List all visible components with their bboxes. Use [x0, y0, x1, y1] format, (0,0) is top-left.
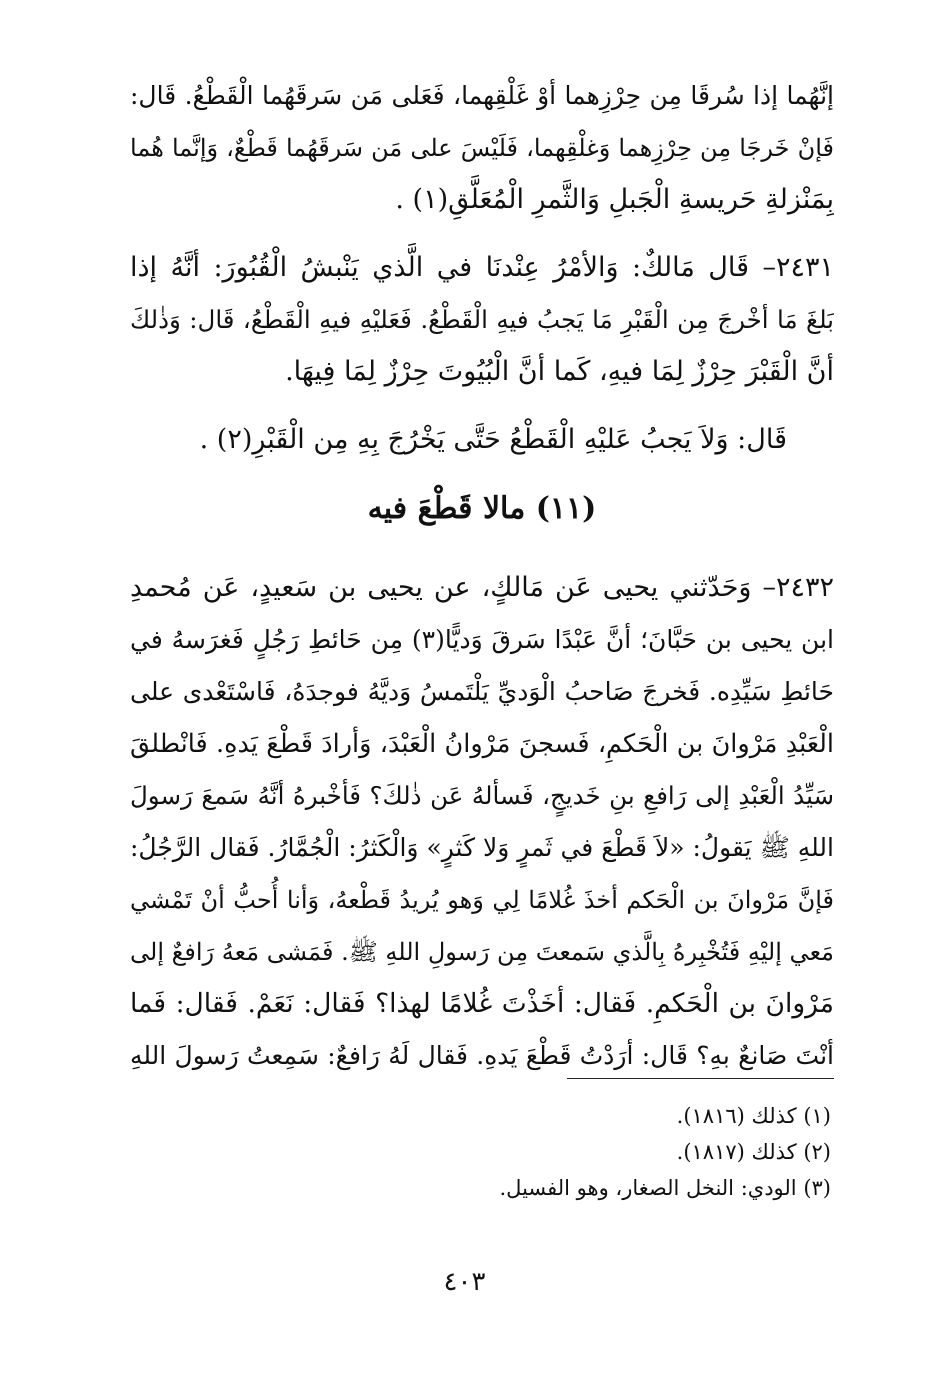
text-line: أنَّ الْقَبْرَ حِرْزٌ لِمَا فيهِ، كَما أنَّ الْبُيُوتَ حِرْزٌ لِمَا فِيهَا. [285, 356, 834, 387]
text-line: إنَّهُما إذا سُرقَا مِن حِرْزِهما أوْ غَلْقِهما، فَعَلى مَن سَرقَهُما الْقَطْعُ. قَال: [130, 81, 834, 110]
text-line: سَيِّدُ الْعَبْدِ إلى رَافعِ بنِ خَديجٍ، فَسألهُ عَن ذٰلكَ؟ فَأخْبرهُ أنَّهُ سَمعَ رَسولَ [130, 781, 834, 810]
footnote-divider [567, 1078, 834, 1079]
footnotes [130, 1098, 831, 1206]
text-line: الْعَبْدِ مَرْوانَ بن الْحَكمِ، فَسجنَ مَرْوانُ الْعَبْدَ، وَأرادَ قَطْعَ يَدهِ. فَانْطلقَ [130, 729, 834, 759]
text-line: فَإنَّ مَرْوانَ بن الْحَكم أخذَ غُلامًا لِي وَهو يُريدُ قَطْعهُ، وَأنا أُحبُّ أنْ تَمْشي [130, 886, 834, 914]
text-line: ٢٤٣١– قَال مَالكٌ: وَالأمْرُ عِنْدنَا في الَّذي يَنْبشُ الْقُبُورَ: أنَّهُ إذا [130, 252, 834, 283]
footnote-2: (٢) كذلك (١٨١٧). [676, 1140, 831, 1164]
footnote-1: (١) كذلك (١٨١٦). [676, 1104, 831, 1128]
text-line: حَائطِ سَيِّدِه. فَخرجَ صَاحبُ الْوَديِّ يَلْتَمسُ وَديَّهُ فوجدَهُ، فَاسْتَعْدى على [130, 677, 834, 706]
footnote-3: (٣) الودي: النخل الصغار، وهو الفسيل. [499, 1176, 831, 1200]
text-line: أنْتَ صَانعٌ بهِ؟ قَال: أرَدْتُ قَطْعَ يَدهِ. فَقال لَهُ رَافعٌ: سَمِعتُ رَسولَ اللهِ [130, 1041, 834, 1070]
page-number: ٤٠٣ [443, 1267, 486, 1297]
paragraph-2431 [130, 242, 834, 398]
text-line: ابن يحيى بن حَبَّانَ؛ أنَّ عَبْدًا سَرقَ وَديًّا(٣) مِن حَائطِ رَجُلٍ فَغرَسهُ في [130, 625, 834, 654]
text-line: مَرْوانَ بن الْحَكمِ. فَقال: أخَذْتَ غُلامًا لهذا؟ فَقال: نَعَمْ. فَقال: فَما [130, 988, 834, 1019]
text-line: ٢٤٣٢– وَحَدّثني يحيى عَن مَالكٍ، عن يحيى بن سَعيدٍ، عَن مُحمدِ [130, 572, 834, 603]
paragraph-continuation [130, 70, 834, 226]
paragraph-2432 [130, 562, 834, 1082]
text-line: بَلغَ مَا أخْرجَ مِن الْقَبْرِ مَا يَجبُ فيهِ الْقَطْعُ. فَعَليْهِ فيهِ الْقَطْعُ، قَال: وَذٰلكَ [130, 305, 834, 334]
text-line: اللهِ ﷺ يَقولُ: «لاَ قَطْعَ في ثَمرٍ وَلا كَثرٍ» وَالْكَثرُ: الْجُمَّارُ. فَقال الرَّجُلُ: [130, 833, 834, 862]
text-line: بِمَنْزلةِ حَريسةِ الْجَبلِ وَالثَّمرِ الْمُعَلَّقِ(١) . [395, 184, 834, 215]
text-line: قَال: وَلاَ يَجبُ عَليْهِ الْقَطْعُ حَتَّى يَخْرُجَ بِهِ مِن الْقَبْرِ(٢) . [199, 424, 787, 455]
section-heading: (١١) مالا قَطْعَ فيه [367, 491, 597, 526]
text-line: مَعي إليْهِ فَتُخْبِرهُ بِالَّذي سَمعتَ مِن رَسولِ اللهِ ﷺ. فَمَشى مَعهُ رَافعٌ إلى [130, 938, 834, 966]
text-line: فَإنْ خَرجَا مِن حِرْزِهما وَغلْقِهما، فَلَيْسَ على مَن سَرقَهُما قَطْعٌ، وَإنَّما هُما [130, 134, 834, 162]
paragraph-qal [130, 414, 787, 466]
